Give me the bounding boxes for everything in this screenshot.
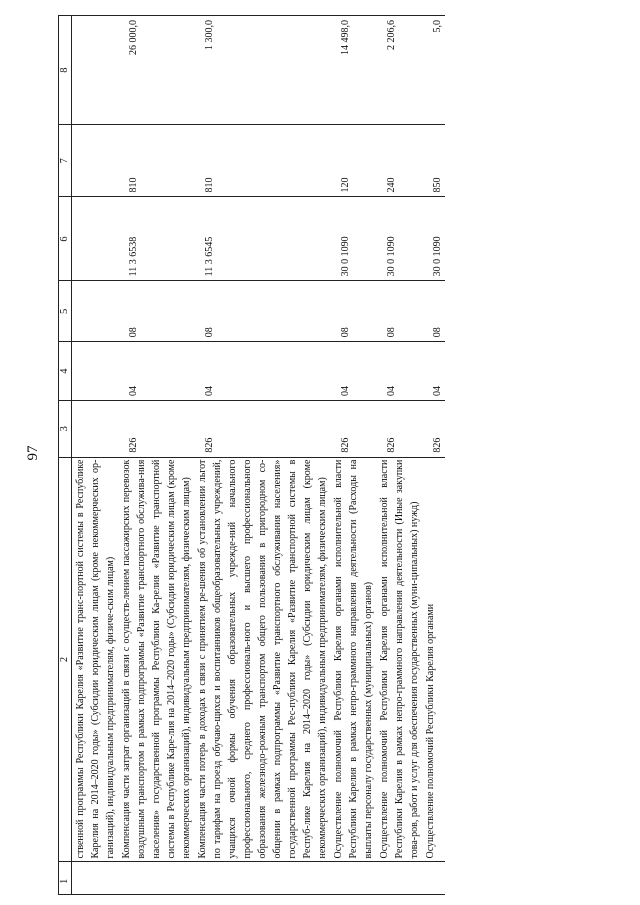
podrazdel-code: 08 (330, 281, 376, 342)
grbs-code: 826 (422, 400, 445, 457)
table-row (118, 16, 194, 895)
grbs-code: 826 (118, 400, 194, 457)
podrazdel-code: 08 (422, 281, 445, 342)
target-article-code: 30 0 1090 (376, 197, 422, 281)
grbs-code: 826 (194, 400, 330, 457)
page-number: 97 (25, 445, 41, 461)
amount: 26 000,0 (118, 16, 194, 125)
table-row (72, 16, 119, 895)
expense-type-code: 240 (376, 125, 422, 197)
row-number-cell (376, 862, 422, 895)
row-description: Осуществление полномочий Республики Карелия органами исполнительной власти Республики Карелия в рамках непро-граммного направления деятельности (Расходы на выплаты персоналу государственных (муниципальных) органов) (330, 457, 376, 862)
column-header-4: 4 (59, 342, 72, 401)
target-article-code (72, 197, 119, 281)
podrazdel-code: 08 (194, 281, 330, 342)
expense-type-code: 810 (118, 125, 194, 197)
row-description: Компенсация части затрат организаций в связи с осуществ-лением пассажирских перевозок воздушным транспортом в рамках подпрограммы «Развитие транспортного обслужива-ния населения» государственной программы Республики Ка-релия «Развитие транспортной системы в Республике Каре-лия на 2014–2020 годы» (Субсидии юридическим лицам (кроме некоммерческих организаций), индивидуальным предпринимателям, физическим лицам) (118, 457, 194, 862)
column-header-1: 1 (59, 862, 72, 895)
column-header-8: 8 (59, 16, 72, 125)
column-header-7: 7 (59, 125, 72, 197)
amount (72, 16, 119, 125)
row-description: Осуществление полномочий Республики Карелия органами исполнительной власти Республики Карелия в рамках непро-граммного направления деятельности (Иные закупки това-ров, работ и услуг для обеспечения государственных (муни-ципальных) нужд) (376, 457, 422, 862)
grbs-code (72, 400, 119, 457)
grbs-code: 826 (376, 400, 422, 457)
razdel-code: 04 (330, 342, 376, 401)
target-article-code: 30 0 1090 (330, 197, 376, 281)
row-number-cell (330, 862, 376, 895)
podrazdel-code: 08 (376, 281, 422, 342)
row-number-cell (72, 862, 119, 895)
expense-type-code (72, 125, 119, 197)
razdel-code: 04 (422, 342, 445, 401)
podrazdel-code: 08 (118, 281, 194, 342)
amount: 1 300,0 (194, 16, 330, 125)
razdel-code: 04 (194, 342, 330, 401)
column-header-3: 3 (59, 400, 72, 457)
razdel-code: 04 (376, 342, 422, 401)
amount: 14 498,0 (330, 16, 376, 125)
razdel-code: 04 (118, 342, 194, 401)
column-header-6: 6 (59, 197, 72, 281)
column-header-5: 5 (59, 281, 72, 342)
column-header-2: 2 (59, 457, 72, 862)
table-row (330, 16, 376, 895)
expense-type-code: 120 (330, 125, 376, 197)
table-row (376, 16, 422, 895)
budget-table (58, 15, 445, 895)
target-article-code: 11 3 6538 (118, 197, 194, 281)
target-article-code: 30 0 1090 (422, 197, 445, 281)
row-number-cell (118, 862, 194, 895)
row-description: ственной программы Республики Карелия «Развитие транс-портной системы в Республике Карелия на 2014–2020 годы» (Субсидии юридическим лицам (кроме некоммерческих ор-ганизаций), индивидуальным предпринимателям, физиче-ским лицам) (72, 457, 119, 862)
row-number-cell (194, 862, 330, 895)
rotated-table-wrapper (58, 15, 618, 895)
table-row (422, 16, 445, 895)
target-article-code: 11 3 6545 (194, 197, 330, 281)
amount: 2 206,6 (376, 16, 422, 125)
table-row (194, 16, 330, 895)
row-number-cell (422, 862, 445, 895)
column-number-row (59, 16, 72, 895)
podrazdel-code (72, 281, 119, 342)
grbs-code: 826 (330, 400, 376, 457)
row-description: Компенсация части потерь в доходах в связи с принятием ре-шения об установлении льгот по тарифам на проезд обучаю-щихся и воспитанников общеобразовательных учреждений, учащихся очной формы обучения образовательных учрежде-ний начального профессионального, среднего профессиональ-ного и высшего профессионального образования железнодо-рожным транспортом общего пользования в пригородном со-общении в рамках подпрограммы «Развитие транспортного обслуживания населения» государственной программы Рес-публики Карелия «Развитие транспортной системы в Респуб-лике Карелия на 2014–2020 годы» (Субсидии юридическим лицам (кроме некоммерческих организаций), индивидуальным предпринимателям, физическим лицам) (194, 457, 330, 862)
amount: 5,0 (422, 16, 445, 125)
expense-type-code: 850 (422, 125, 445, 197)
razdel-code (72, 342, 119, 401)
expense-type-code: 810 (194, 125, 330, 197)
row-description: Осуществление полномочий Республики Карелия органами (422, 457, 445, 862)
